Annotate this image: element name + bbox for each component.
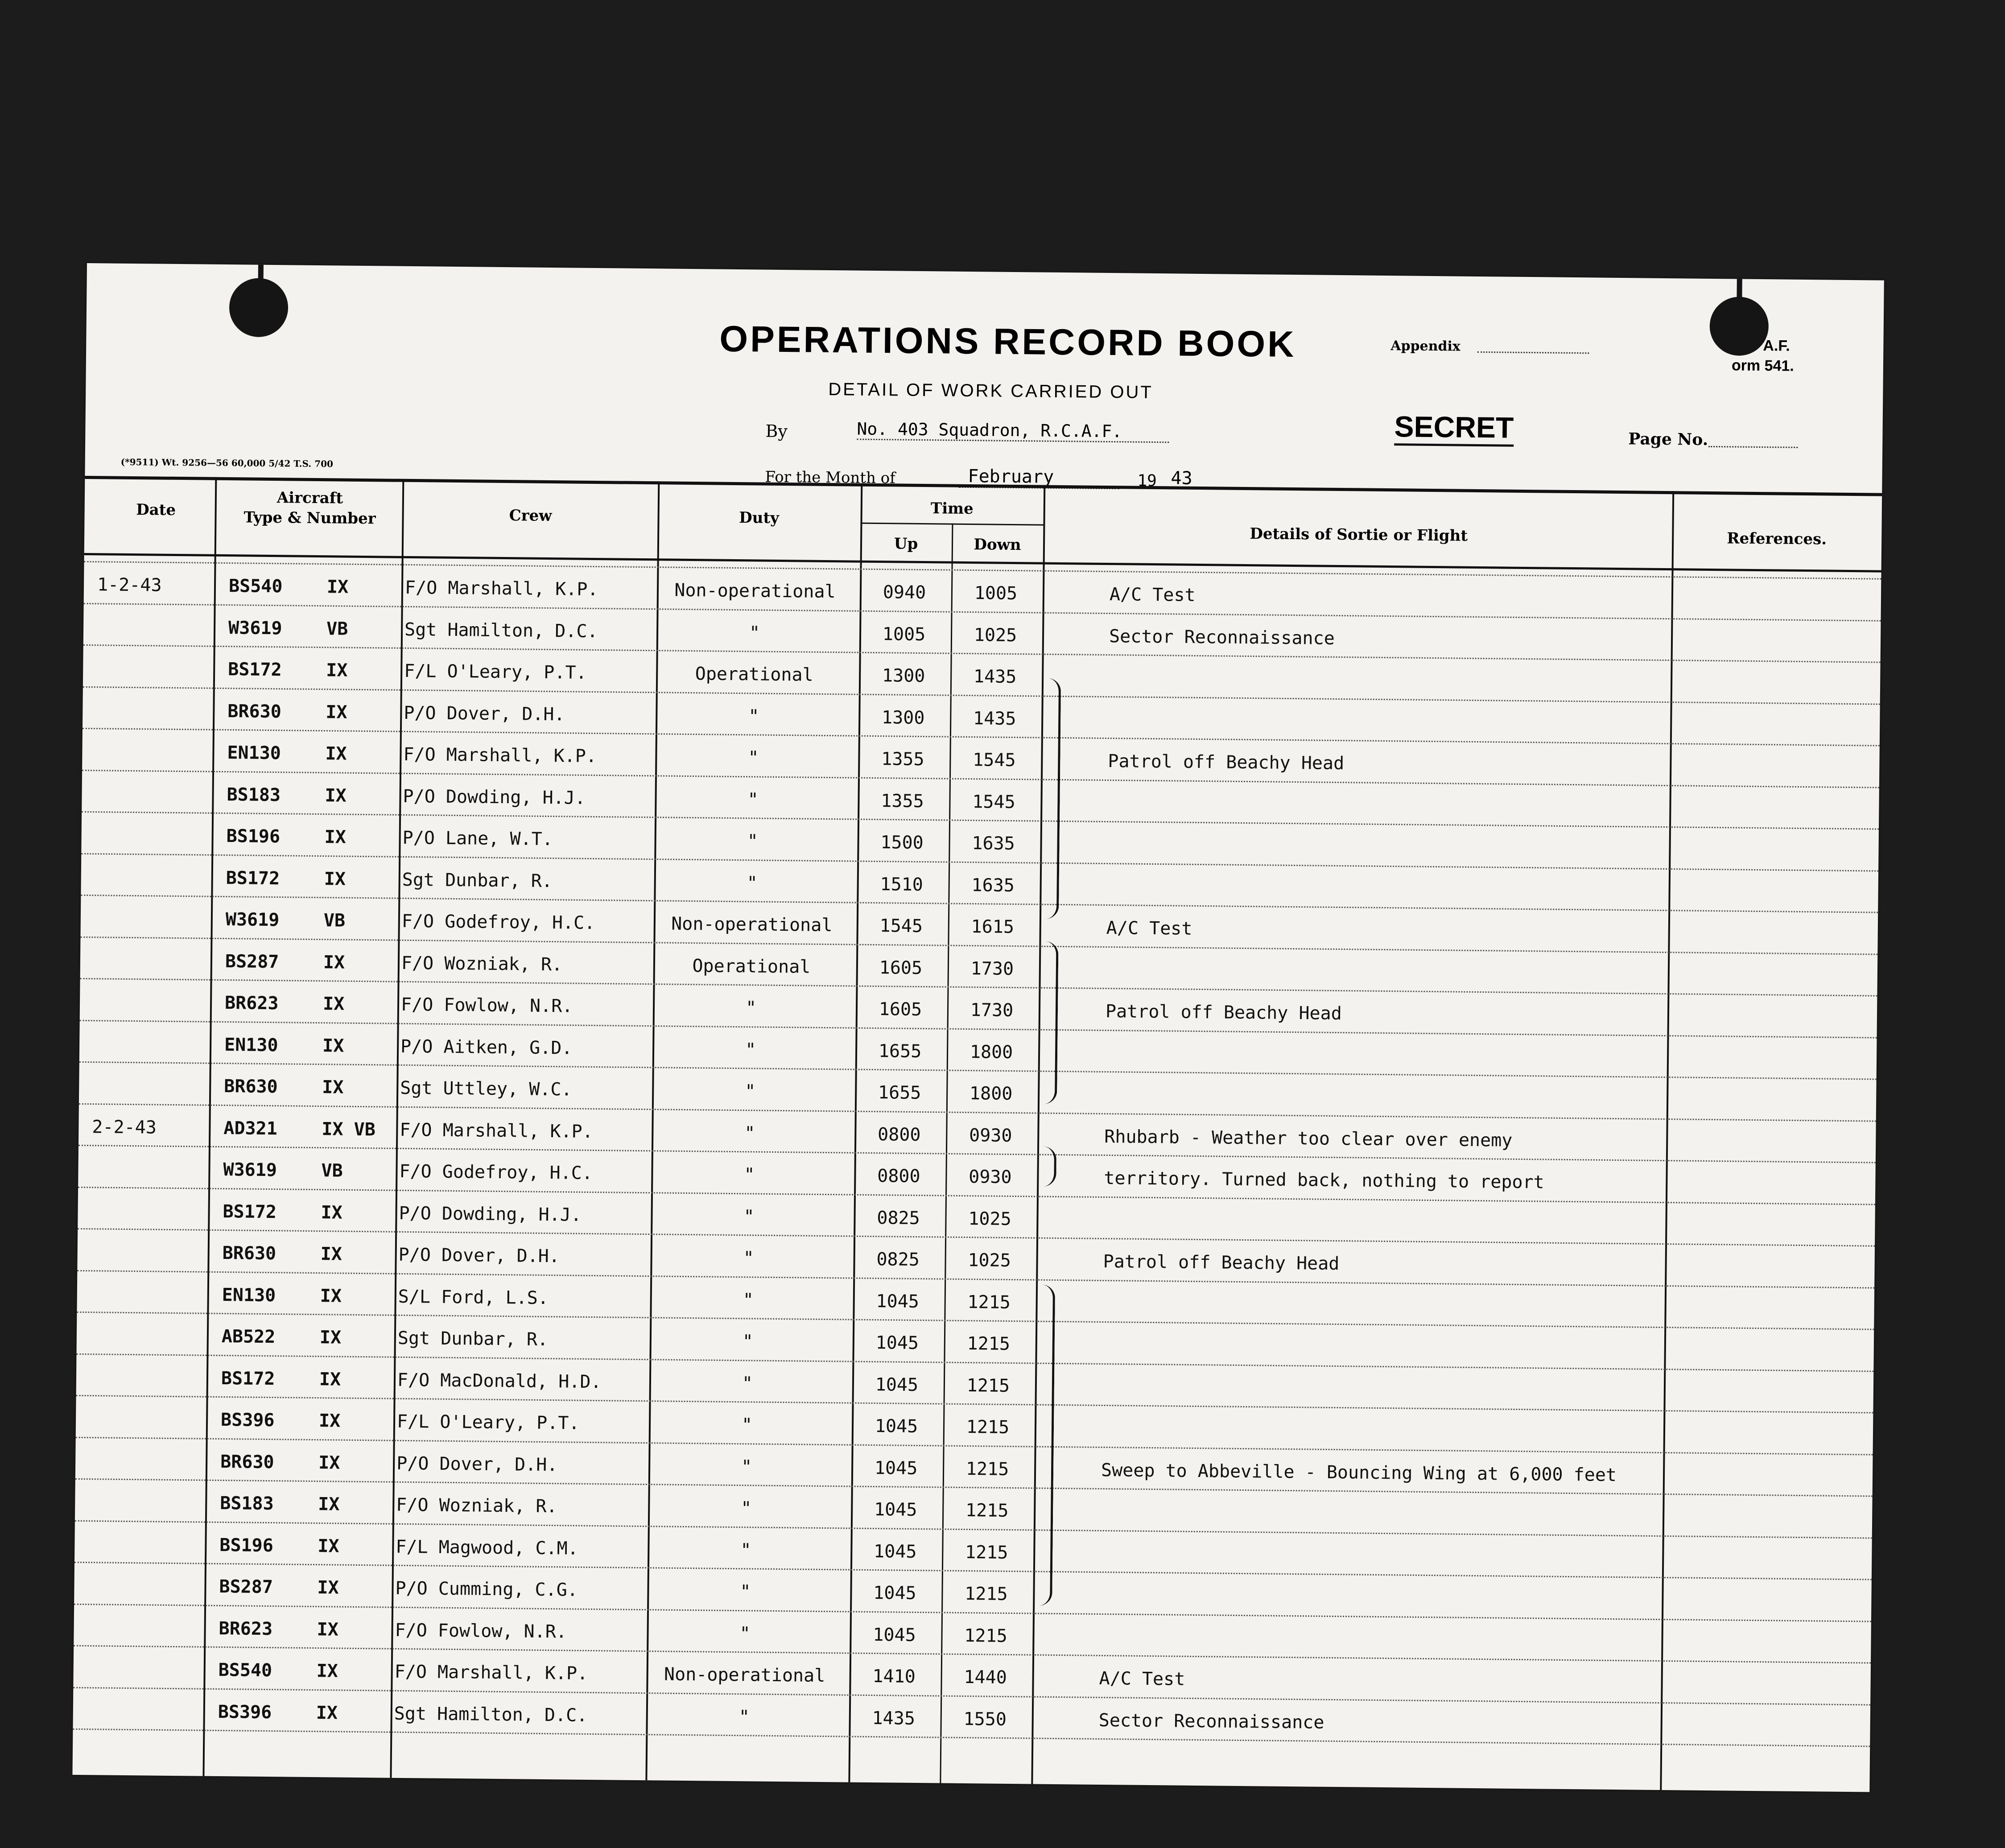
aircraft-number: W3619: [225, 909, 280, 931]
duty-type: ": [743, 1248, 754, 1269]
row-rule: [82, 769, 1879, 788]
row-rule: [76, 1436, 1873, 1455]
row-rule: [81, 895, 1878, 913]
time-down: 1730: [970, 958, 1014, 979]
sortie-details: Sector Reconnaissance: [1109, 626, 1335, 649]
punch-hole-left: [229, 278, 288, 337]
aircraft-type: IX: [324, 868, 346, 890]
duty-type: Non-operational: [664, 1664, 825, 1687]
row-rule: [80, 1019, 1877, 1038]
aircraft-number: BS287: [219, 1576, 273, 1598]
aircraft-number: BS172: [223, 1201, 277, 1222]
page-title: OPERATIONS RECORD BOOK: [719, 318, 1296, 365]
punch-notch-left: [258, 265, 264, 283]
aircraft-number: AD321: [223, 1118, 278, 1139]
sortie-details: Patrol off Beachy Head: [1103, 1251, 1340, 1275]
row-rule: [77, 1353, 1874, 1372]
row-rule: [76, 1395, 1873, 1414]
duty-type: ": [744, 1081, 756, 1102]
aircraft-type: IX: [323, 952, 345, 973]
punch-hole-right: [1709, 297, 1769, 356]
duty-type: ": [748, 747, 759, 768]
col-header-references: References.: [1727, 529, 1827, 549]
time-up: 0825: [876, 1249, 920, 1270]
sortie-details: A/C Test: [1109, 584, 1196, 606]
crew-name: Sgt Dunbar, R.: [402, 869, 553, 891]
row-rule: [83, 644, 1881, 663]
aircraft-type: IX: [318, 1452, 340, 1473]
aircraft-number: BS183: [227, 784, 281, 805]
month-value: February: [959, 466, 1119, 489]
time-down: 1215: [965, 1458, 1009, 1480]
page-subtitle: DETAIL OF WORK CARRIED OUT: [828, 379, 1154, 402]
row-rule: [78, 1186, 1875, 1205]
time-down: 1215: [965, 1584, 1008, 1605]
time-up: 1045: [873, 1583, 916, 1604]
crew-name: Sgt Hamilton, D.C.: [394, 1703, 588, 1726]
col-header-down: Down: [974, 536, 1021, 554]
row-rule: [81, 853, 1878, 871]
aircraft-number: BS396: [218, 1701, 272, 1723]
sortie-details: territory. Turned back, nothing to report: [1104, 1167, 1544, 1193]
month-label: For the Month of: [765, 468, 896, 487]
row-rule: [78, 1228, 1875, 1247]
time-up: 1410: [872, 1666, 916, 1687]
year-prefix: 19: [1137, 471, 1157, 491]
col-header-date: Date: [136, 501, 176, 519]
time-up: 1045: [873, 1541, 917, 1562]
aircraft-type: IX: [316, 1702, 338, 1724]
time-down: 1215: [966, 1417, 1010, 1438]
crew-name: F/O Godefroy, H.C.: [399, 1161, 593, 1184]
crew-name: P/O Dowding, H.J.: [399, 1203, 582, 1225]
aircraft-number: EN130: [227, 742, 281, 764]
duty-type: ": [740, 1581, 751, 1602]
time-down: 1545: [972, 791, 1015, 813]
time-down: 1635: [971, 874, 1015, 896]
sortie-details: A/C Test: [1099, 1668, 1185, 1690]
time-down: 1215: [965, 1500, 1009, 1521]
duty-type: ": [747, 789, 759, 810]
crew-name: F/O Fowlow, N.R.: [400, 994, 573, 1017]
grouping-brace: [1041, 1147, 1056, 1187]
duty-type: ": [745, 1039, 756, 1060]
time-up: 0800: [877, 1166, 920, 1187]
appendix-label: Appendix: [1390, 338, 1460, 355]
row-rule: [80, 936, 1877, 955]
duty-type: ": [738, 1706, 750, 1727]
aircraft-type: IX: [326, 660, 348, 681]
time-down: 1440: [964, 1667, 1007, 1688]
time-down: 1215: [964, 1625, 1007, 1646]
sortie-details: Rhubarb - Weather too clear over enemy: [1104, 1126, 1513, 1151]
record-sheet: [72, 263, 1884, 1792]
sortie-details: Patrol off Beachy Head: [1108, 751, 1345, 774]
duty-type: ": [741, 1415, 753, 1436]
punch-notch-right: [1737, 279, 1742, 301]
time-down: 1550: [963, 1708, 1007, 1730]
crew-name: Sgt Hamilton, D.C.: [404, 619, 598, 642]
aircraft-type: VB: [321, 1160, 343, 1181]
year-value: 43: [1171, 468, 1192, 489]
time-up: 1500: [880, 832, 924, 854]
aircraft-number: BS396: [220, 1410, 275, 1431]
aircraft-type: IX: [318, 1494, 340, 1515]
crew-name: F/L O'Leary, P.T.: [396, 1411, 580, 1434]
time-down: 1545: [973, 750, 1016, 771]
duty-type: ": [743, 1206, 755, 1227]
duty-type: ": [743, 1289, 754, 1310]
by-label: By: [765, 421, 788, 441]
appendix-field: [1477, 342, 1589, 354]
col-divider-date: [202, 477, 217, 1776]
time-up: 0940: [883, 582, 926, 603]
time-down: 1215: [967, 1291, 1011, 1313]
aircraft-type: IX: [320, 1285, 342, 1307]
time-up: 1655: [878, 1040, 922, 1062]
duty-type: ": [747, 872, 758, 893]
time-up: 1510: [880, 874, 924, 895]
row-rule: [84, 602, 1881, 621]
crew-name: F/O Marshall, K.P.: [394, 1661, 588, 1684]
time-down: 1800: [969, 1041, 1013, 1063]
crew-name: Sgt Uttley, W.C.: [400, 1077, 572, 1100]
aircraft-type: IX: [316, 1661, 338, 1682]
aircraft-type: IX: [326, 577, 349, 598]
aircraft-number: BR630: [227, 701, 282, 722]
aircraft-number: BR630: [224, 1076, 278, 1097]
page-number-label: Page No.: [1628, 429, 1708, 449]
row-rule: [75, 1520, 1872, 1539]
time-up: 1005: [882, 623, 926, 645]
row-rule: [73, 1687, 1870, 1705]
duty-type: ": [749, 622, 760, 644]
crew-name: F/O Marshall, K.P.: [400, 1119, 594, 1142]
row-rule: [77, 1270, 1874, 1288]
row-rule: [79, 1061, 1877, 1080]
duty-type: ": [747, 831, 758, 852]
row-rule: [74, 1603, 1871, 1622]
time-down: 1730: [970, 1000, 1014, 1021]
aircraft-number: EN130: [222, 1284, 276, 1306]
crew-name: P/O Dover, D.H.: [398, 1244, 560, 1267]
row-rule: [73, 1728, 1870, 1747]
time-down: 1025: [968, 1250, 1011, 1271]
crew-name: F/O Wozniak, R.: [401, 953, 563, 975]
aircraft-type: IX: [319, 1327, 342, 1348]
row-rule: [74, 1645, 1871, 1664]
aircraft-type: IX: [318, 1411, 341, 1431]
duty-type: ": [742, 1373, 753, 1394]
form-code-line1: A.F.: [1763, 337, 1790, 355]
aircraft-number: AB522: [221, 1326, 276, 1348]
crew-name: P/O Dover, D.H.: [396, 1453, 558, 1475]
aircraft-type: IX: [324, 827, 347, 848]
time-up: 1045: [875, 1416, 918, 1437]
col-header-aircraft: Aircraft: [276, 489, 343, 507]
sortie-details: Sweep to Abbeville - Bouncing Wing at 6,000 feet: [1101, 1460, 1617, 1485]
crew-name: F/O Fowlow, N.R.: [395, 1620, 567, 1642]
aircraft-type: IX VB: [322, 1118, 376, 1140]
printer-imprint: (*9511) Wt. 9256—56 60,000 5/42 T.S. 700: [120, 456, 334, 470]
time-down: 1435: [973, 666, 1017, 688]
duty-type: ": [748, 705, 759, 727]
time-down: 1215: [965, 1542, 1008, 1563]
aircraft-type: IX: [321, 1202, 342, 1223]
time-down: 0930: [969, 1167, 1012, 1188]
crew-name: F/O Marshall, K.P.: [403, 744, 597, 767]
row-rule: [74, 1562, 1872, 1580]
col-header-aircraft-sub: Type & Number: [243, 508, 376, 528]
aircraft-number: W3619: [228, 617, 282, 639]
crew-name: F/O Godefroy, H.C.: [401, 911, 595, 934]
aircraft-type: IX: [322, 1077, 344, 1098]
duty-type: Non-operational: [671, 913, 833, 936]
time-down: 1025: [974, 624, 1017, 646]
time-down: 1005: [974, 583, 1018, 604]
row-rule: [82, 811, 1879, 830]
time-up: 1355: [881, 749, 924, 770]
crew-name: P/O Cumming, C.G.: [395, 1578, 578, 1600]
aircraft-number: BS183: [220, 1493, 274, 1514]
row-rule: [80, 978, 1877, 997]
col-header-up: Up: [894, 535, 918, 553]
crew-name: F/L O'Leary, P.T.: [404, 660, 587, 683]
aircraft-number: BS172: [226, 867, 280, 889]
time-up: 1605: [879, 957, 923, 978]
time-up: 1545: [879, 916, 923, 937]
aircraft-number: BS172: [221, 1368, 275, 1389]
time-down: 1025: [968, 1208, 1011, 1229]
crew-name: F/O MacDonald, H.D.: [397, 1370, 602, 1392]
grouping-brace: [1044, 678, 1061, 919]
row-rule: [78, 1145, 1876, 1163]
form-code-line2: orm 541.: [1731, 357, 1795, 375]
aircraft-number: BS172: [228, 659, 282, 681]
time-up: 0800: [877, 1124, 921, 1145]
time-down: 0930: [969, 1125, 1012, 1146]
classification-stamp: SECRET: [1394, 409, 1514, 447]
sortie-details: A/C Test: [1106, 918, 1192, 939]
col-divider-details: [1660, 491, 1674, 1790]
grouping-brace: [1042, 941, 1059, 1104]
col-header-details: Details of Sortie or Flight: [1250, 525, 1468, 545]
aircraft-type: IX: [326, 701, 347, 723]
time-up: 1300: [882, 665, 925, 687]
crew-name: P/O Dowding, H.J.: [403, 786, 586, 808]
time-up: 1045: [876, 1291, 920, 1312]
row-rule: [83, 686, 1880, 705]
row-rule: [77, 1312, 1874, 1330]
sortie-details: Sector Reconnaissance: [1098, 1710, 1324, 1733]
time-down: 1800: [969, 1083, 1013, 1105]
time-up: 1045: [875, 1332, 919, 1354]
aircraft-type: VB: [323, 910, 346, 931]
time-up: 1355: [881, 790, 924, 812]
duty-type: Operational: [695, 664, 813, 685]
aircraft-number: BS540: [228, 576, 283, 597]
aircraft-number: BR623: [219, 1618, 273, 1639]
entry-date: 1-2-43: [97, 574, 162, 596]
crew-name: P/O Lane, W.T.: [402, 827, 553, 850]
aircraft-type: IX: [318, 1535, 339, 1557]
aircraft-type: IX: [322, 1035, 344, 1056]
aircraft-number: BR630: [222, 1243, 276, 1264]
crew-name: S/L Ford, L.S.: [398, 1286, 549, 1308]
aircraft-number: BS196: [226, 826, 281, 847]
time-up: 1435: [872, 1708, 916, 1729]
aircraft-type: IX: [320, 1244, 342, 1265]
duty-type: ": [741, 1456, 752, 1477]
unit-name: No. 403 Squadron, R.C.A.F.: [857, 419, 1169, 443]
aircraft-type: IX: [317, 1619, 339, 1640]
duty-type: ": [742, 1331, 754, 1352]
row-rule: [83, 728, 1880, 747]
sortie-details: Patrol off Beachy Head: [1105, 1001, 1342, 1024]
time-up: 1045: [875, 1374, 919, 1395]
time-up: 1655: [878, 1082, 921, 1104]
col-header-duty: Duty: [739, 509, 780, 527]
duty-type: ": [744, 1164, 755, 1185]
time-up: 1300: [881, 707, 925, 728]
aircraft-number: EN130: [224, 1034, 278, 1056]
aircraft-type: IX: [317, 1577, 339, 1598]
aircraft-type: VB: [326, 618, 348, 639]
aircraft-type: IX: [319, 1369, 341, 1390]
aircraft-number: BS287: [225, 951, 279, 972]
aircraft-number: BR623: [224, 993, 279, 1014]
crew-name: F/L Magwood, C.M.: [396, 1536, 579, 1559]
duty-type: ": [739, 1623, 751, 1644]
time-up: 1605: [879, 999, 922, 1020]
entry-date: 2-2-43: [92, 1116, 157, 1138]
time-down: 1215: [967, 1333, 1011, 1354]
aircraft-number: BS540: [218, 1659, 272, 1681]
grouping-brace: [1037, 1285, 1055, 1606]
aircraft-type: IX: [322, 994, 345, 1015]
duty-type: Non-operational: [674, 580, 836, 602]
time-down: 1215: [966, 1375, 1010, 1396]
duty-type: ": [745, 998, 757, 1019]
time-up: 1045: [874, 1457, 918, 1479]
duty-type: Operational: [692, 955, 811, 978]
duty-type: ": [740, 1498, 752, 1519]
crew-name: Sgt Dunbar, R.: [397, 1328, 549, 1350]
col-header-crew: Crew: [509, 507, 552, 525]
aircraft-number: BR630: [220, 1451, 274, 1473]
time-down: 1635: [972, 833, 1015, 854]
aircraft-type: IX: [325, 743, 347, 764]
time-up: 1045: [874, 1499, 917, 1520]
duty-type: ": [744, 1122, 755, 1143]
time-down: 1435: [973, 708, 1016, 729]
time-up: 1045: [873, 1624, 916, 1646]
duty-type: ": [740, 1539, 751, 1560]
crew-name: P/O Dover, D.H.: [404, 702, 565, 725]
aircraft-number: BS196: [219, 1534, 274, 1556]
aircraft-number: W3619: [223, 1159, 277, 1181]
crew-name: F/O Marshall, K.P.: [404, 577, 598, 600]
page-number-field: [1708, 437, 1798, 448]
time-up: 0825: [877, 1207, 920, 1229]
time-down: 1615: [971, 916, 1015, 938]
crew-name: P/O Aitken, G.D.: [400, 1036, 573, 1059]
crew-name: F/O Wozniak, R.: [396, 1494, 557, 1517]
col-header-time: Time: [930, 499, 974, 518]
aircraft-type: IX: [325, 785, 347, 806]
